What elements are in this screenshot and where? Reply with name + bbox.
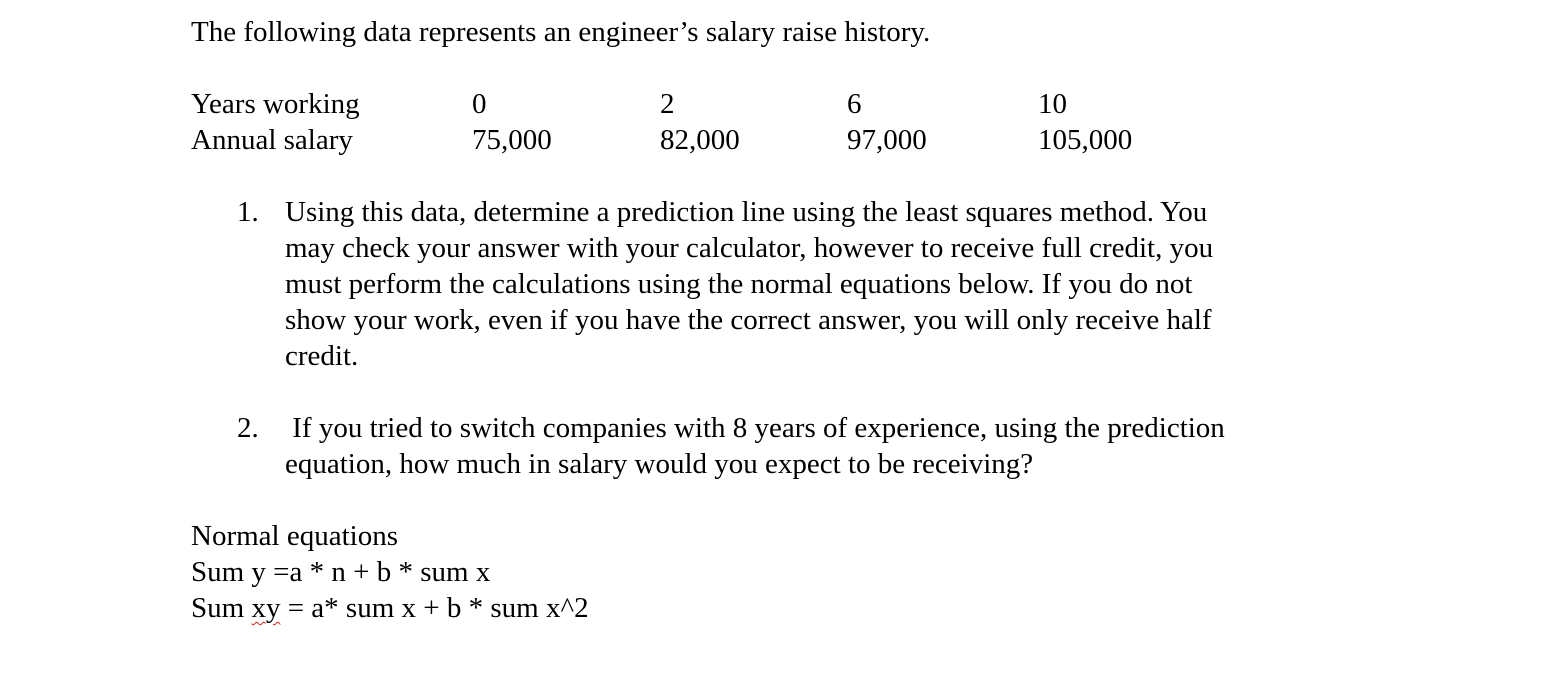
table-cell: 105,000 bbox=[1038, 124, 1133, 156]
question-line: credit. bbox=[285, 340, 359, 372]
normal-equations-heading: Normal equations bbox=[191, 520, 398, 552]
table-cell: 6 bbox=[847, 88, 862, 120]
row-label: Annual salary bbox=[191, 124, 353, 156]
equation-2-suffix: = a* sum x + b * sum x^2 bbox=[280, 592, 589, 624]
question-text bbox=[285, 410, 1315, 482]
table-cell: 97,000 bbox=[847, 124, 927, 156]
equation-2 bbox=[191, 590, 589, 626]
table-cell: 2 bbox=[660, 88, 675, 120]
question-line: must perform the calculations using the normal equations below. If you do not bbox=[285, 268, 1193, 300]
question-line: show your work, even if you have the correct answer, you will only receive half bbox=[285, 304, 1212, 336]
table-cell: 0 bbox=[472, 88, 487, 120]
spellcheck-flagged-word[interactable]: xy bbox=[251, 592, 281, 624]
table-cell: 82,000 bbox=[660, 124, 740, 156]
table-cell: 10 bbox=[1038, 88, 1067, 120]
intro-text: The following data represents an engineer’s salary raise history. bbox=[191, 16, 931, 48]
row-label: Years working bbox=[191, 88, 360, 120]
table-cell: 75,000 bbox=[472, 124, 552, 156]
question-line: Using this data, determine a prediction line using the least squares method. You bbox=[285, 196, 1208, 228]
normal-equations bbox=[191, 518, 589, 626]
question-line: If you tried to switch companies with 8 years of experience, using the prediction bbox=[285, 412, 1225, 444]
equation-1: Sum y =a * n + b * sum x bbox=[191, 556, 491, 588]
question-number: 1. bbox=[237, 196, 259, 228]
question-line: may check your answer with your calculator, however to receive full credit, you bbox=[285, 232, 1214, 264]
question-line: equation, how much in salary would you expect to be receiving? bbox=[285, 448, 1034, 480]
equation-2-prefix: Sum bbox=[191, 592, 252, 624]
question-text bbox=[285, 194, 1315, 374]
question-number: 2. bbox=[237, 412, 259, 444]
